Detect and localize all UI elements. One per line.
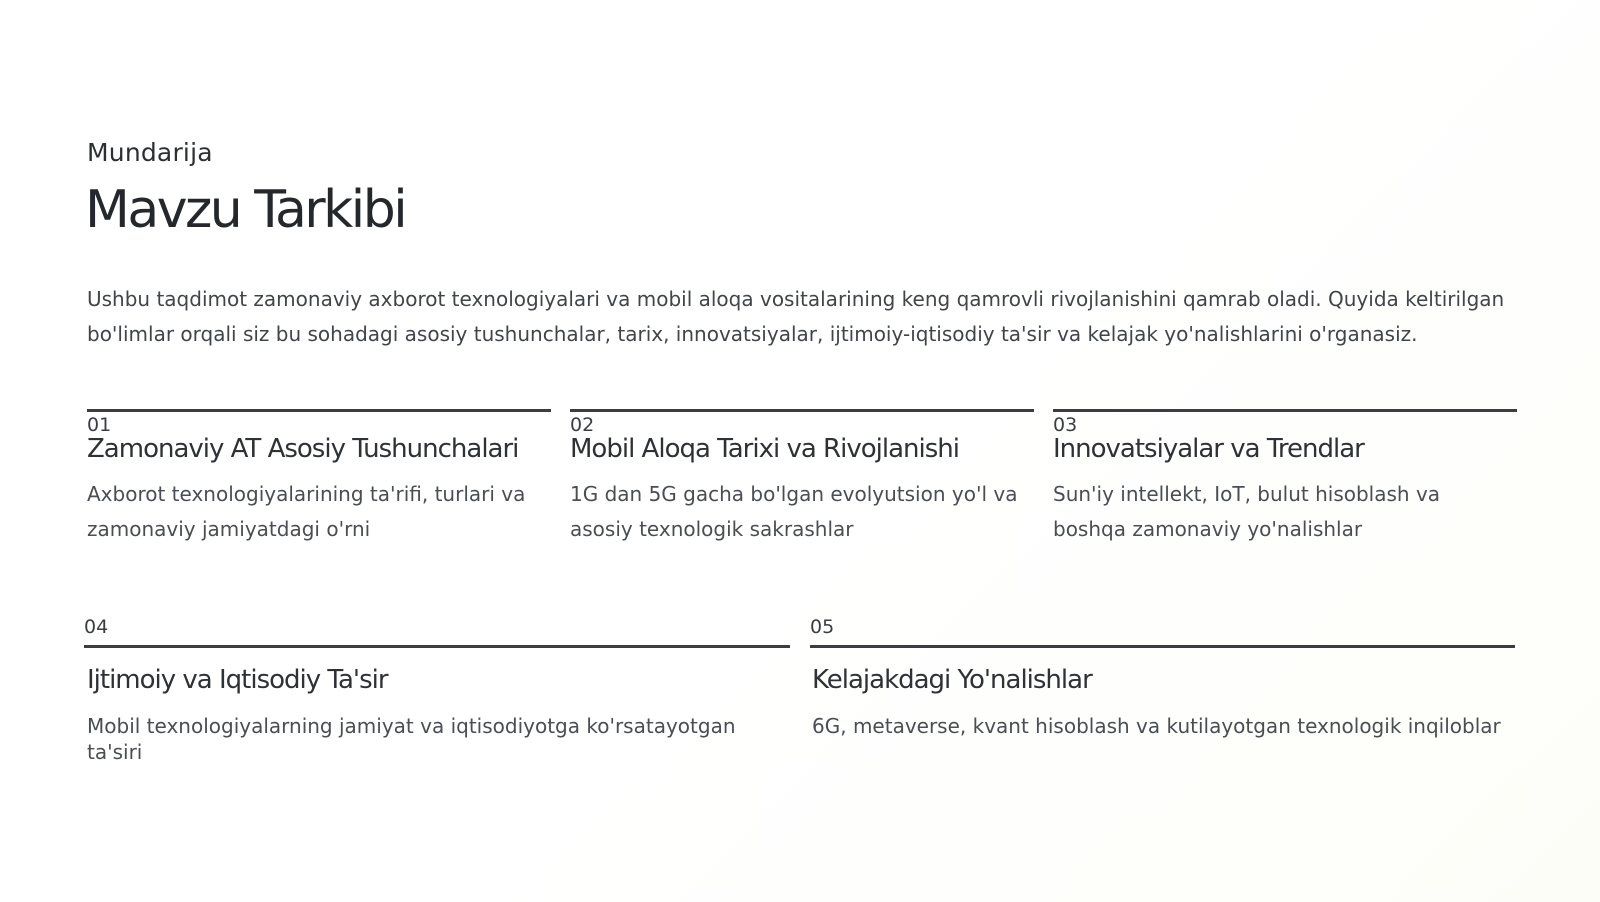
section-card-02: [570, 409, 1034, 546]
section-title: Mobil Aloqa Tarixi va Rivojlanishi: [570, 434, 959, 464]
section-divider: [570, 409, 1034, 412]
section-title: Kelajakdagi Yo'nalishlar: [812, 665, 1092, 695]
section-divider: [87, 409, 551, 412]
slide-subtitle: Mundarija: [87, 138, 213, 167]
section-description: 6G, metaverse, kvant hisoblash va kutilayotgan texnologik inqiloblar: [812, 714, 1501, 738]
section-title: Zamonaviy AT Asosiy Tushunchalari: [87, 434, 519, 464]
section-number: 03: [1053, 414, 1078, 436]
section-description: Axborot texnologiyalarining ta'rifi, turlari va zamonaviy jamiyatdagi o'rni: [87, 482, 526, 541]
section-divider: [1053, 409, 1517, 412]
section-card-03: [1053, 409, 1517, 546]
section-card-01: [87, 409, 551, 546]
section-number: 02: [570, 414, 595, 436]
section-divider: [84, 645, 790, 648]
section-description: 1G dan 5G gacha bo'lgan evolyutsion yo'l va asosiy texnologik sakrashlar: [570, 482, 1018, 541]
section-title: Ijtimoiy va Iqtisodiy Ta'sir: [87, 665, 388, 695]
section-divider: [810, 645, 1515, 648]
section-number: 04: [84, 616, 109, 638]
intro-paragraph: Ushbu taqdimot zamonaviy axborot texnologiyalari va mobil aloqa vositalarining keng qamrovli rivojlanishini qamrab oladi. Quyida keltirilgan bo'limlar orqali siz bu sohadagi asosiy tushunchalar, tarix, innovatsiyalar, ijtimoiy-iqtisodiy ta'sir va kelajak yo'nalishlarini o'rganasiz.: [87, 287, 1505, 346]
section-description: Mobil texnologiyalarning jamiyat va iqtisodiyotga ko'rsatayotgan ta'siri: [87, 714, 736, 764]
section-number: 01: [87, 414, 112, 436]
section-card-04: [84, 617, 790, 765]
section-number: 05: [810, 616, 835, 638]
section-title: Innovatsiyalar va Trendlar: [1053, 434, 1364, 464]
slide-title: Mavzu Tarkibi: [85, 180, 406, 240]
section-card-05: [810, 617, 1515, 739]
section-description: Sun'iy intellekt, IoT, bulut hisoblash va boshqa zamonaviy yo'nalishlar: [1053, 482, 1441, 541]
